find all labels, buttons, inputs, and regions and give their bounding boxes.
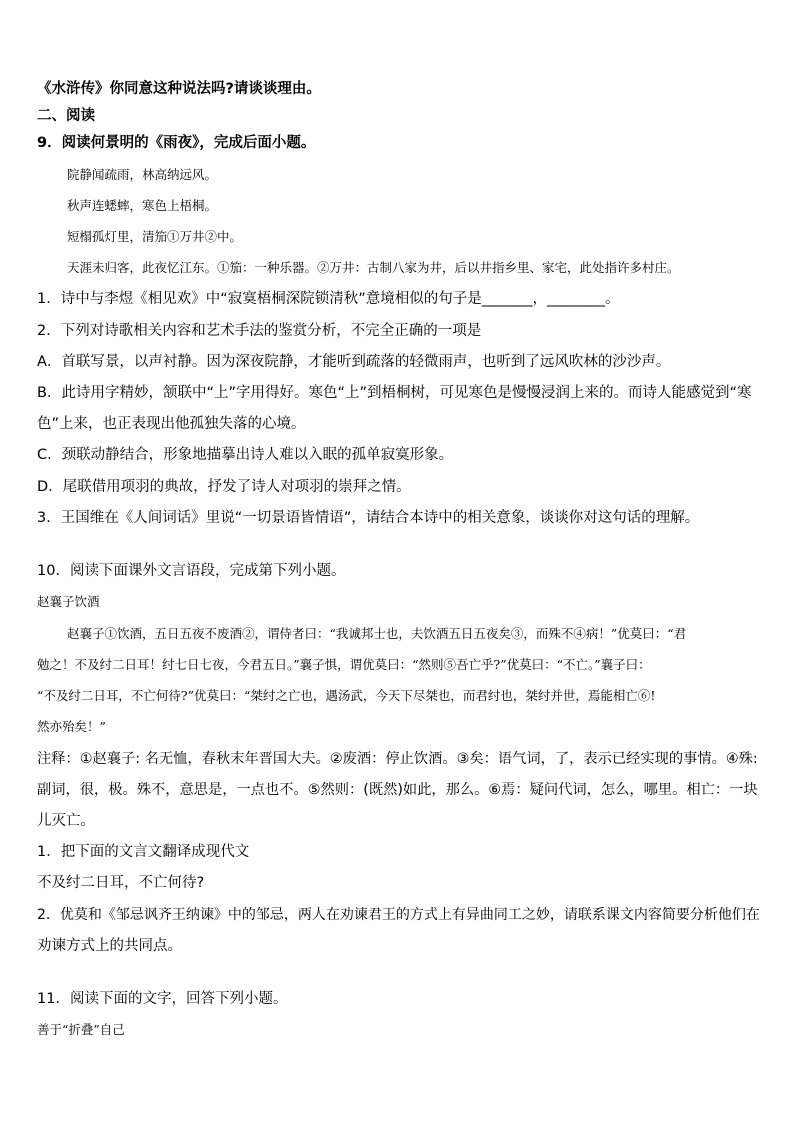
passage-title: 赵襄子饮酒 — [37, 594, 100, 609]
passage-line: 赵襄子①饮酒，五日五夜不废酒②，谓侍者曰：“我诚邦士也，夫饮酒五日五夜矣③，而殊不④病！”优莫曰：“君 — [67, 626, 687, 641]
annotation-line: 儿灭亡。 — [37, 813, 95, 829]
question-text: 3．王国维在《人间词话》里说“一切景语皆情语”，请结合本诗中的相关意象，谈谈你对这句话的理解。 — [37, 510, 700, 526]
question-text: 1．诗中与李煜《相见欢》中“寂寞梧桐深院锁清秋”意境相似的句子是_______，________。 — [37, 291, 620, 307]
passage-line: 然亦殆矣！” — [37, 719, 106, 734]
section-heading: 二、阅读 — [37, 108, 95, 124]
poem-line-with-notes: 天涯未归客，此夜忆江东。①笳：一种乐器。②万井：古制八家为井，后以井指乡里、家宅，此处指许多村庄。 — [67, 260, 680, 275]
passage-line: 勉之！不及纣二日耳！纣七日七夜，今君五日。”襄子惧，谓优莫曰：“然则⑤吾亡乎?”优莫曰：“不亡。”襄子曰： — [37, 657, 651, 672]
question-text: 劝谏方式上的共同点。 — [37, 938, 182, 954]
annotation-line: 注释：①赵襄子: 名无恤，春秋末年晋国大夫。②废酒：停止饮酒。③矣：语气词，了，表示已经实现的事情。④殊: — [37, 751, 758, 767]
poem-line: 秋声连蟋蟀，寒色上梧桐。 — [67, 198, 218, 213]
option-b-continued: 色”上来，也正表现出他孤独失落的心境。 — [37, 416, 306, 432]
question-10-heading: 10．阅读下面课外文言语段，完成第下列小题。 — [37, 563, 346, 579]
option-d: D．尾联借用项羽的典故，抒发了诗人对项羽的崇拜之情。 — [37, 479, 411, 495]
option-b: B．此诗用字精妙，颔联中“上”字用得好。寒色“上”到梧桐树，可见寒色是慢慢浸润上来的。而诗人能感觉到“寒 — [37, 385, 752, 401]
text-line: 《水浒传》你同意这种说法吗?请谈谈理由。 — [37, 81, 321, 97]
question-text: 1．把下面的文言文翻译成现代文 — [37, 844, 250, 860]
option-a: A．首联写景，以声衬静。因为深夜院静，才能听到疏落的轻微雨声，也听到了远风吹林的沙沙声。 — [37, 354, 671, 370]
poem-line: 院静闻疏雨，林高纳远风。 — [67, 167, 218, 182]
question-9-heading: 9．阅读何景明的《雨夜》，完成后面小题。 — [37, 135, 316, 151]
poem-line: 短榻孤灯里，清笳①万井②中。 — [67, 229, 243, 244]
passage-line: “不及纣二日耳，不亡何待?”优莫曰：“桀纣之亡也，遇汤武，今天下尽桀也，而君纣也，桀纣并世，焉能相亡⑥! — [37, 688, 656, 703]
passage-title: 善于“折叠”自己 — [37, 1022, 125, 1037]
question-text: 2．优莫和《邹忌讽齐王纳谏》中的邹忌，两人在劝谏君王的方式上有异曲同工之妙，请联系课文内容简要分析他们在 — [37, 907, 760, 923]
annotation-line: 副词，很，极。殊不，意思是，一点也不。⑤然则：(既然)如此，那么。⑥焉：疑问代词，怎么，哪里。相亡：一块 — [37, 782, 758, 798]
question-11-heading: 11．阅读下面的文字，回答下列小题。 — [37, 991, 288, 1007]
question-text: 不及纣二日耳，不亡何待? — [37, 875, 205, 891]
question-text: 2．下列对诗歌相关内容和艺术手法的鉴赏分析，不完全正确的一项是 — [37, 323, 482, 339]
option-c: C．颈联动静结合，形象地描摹出诗人难以入眠的孤单寂寞形象。 — [37, 447, 454, 463]
